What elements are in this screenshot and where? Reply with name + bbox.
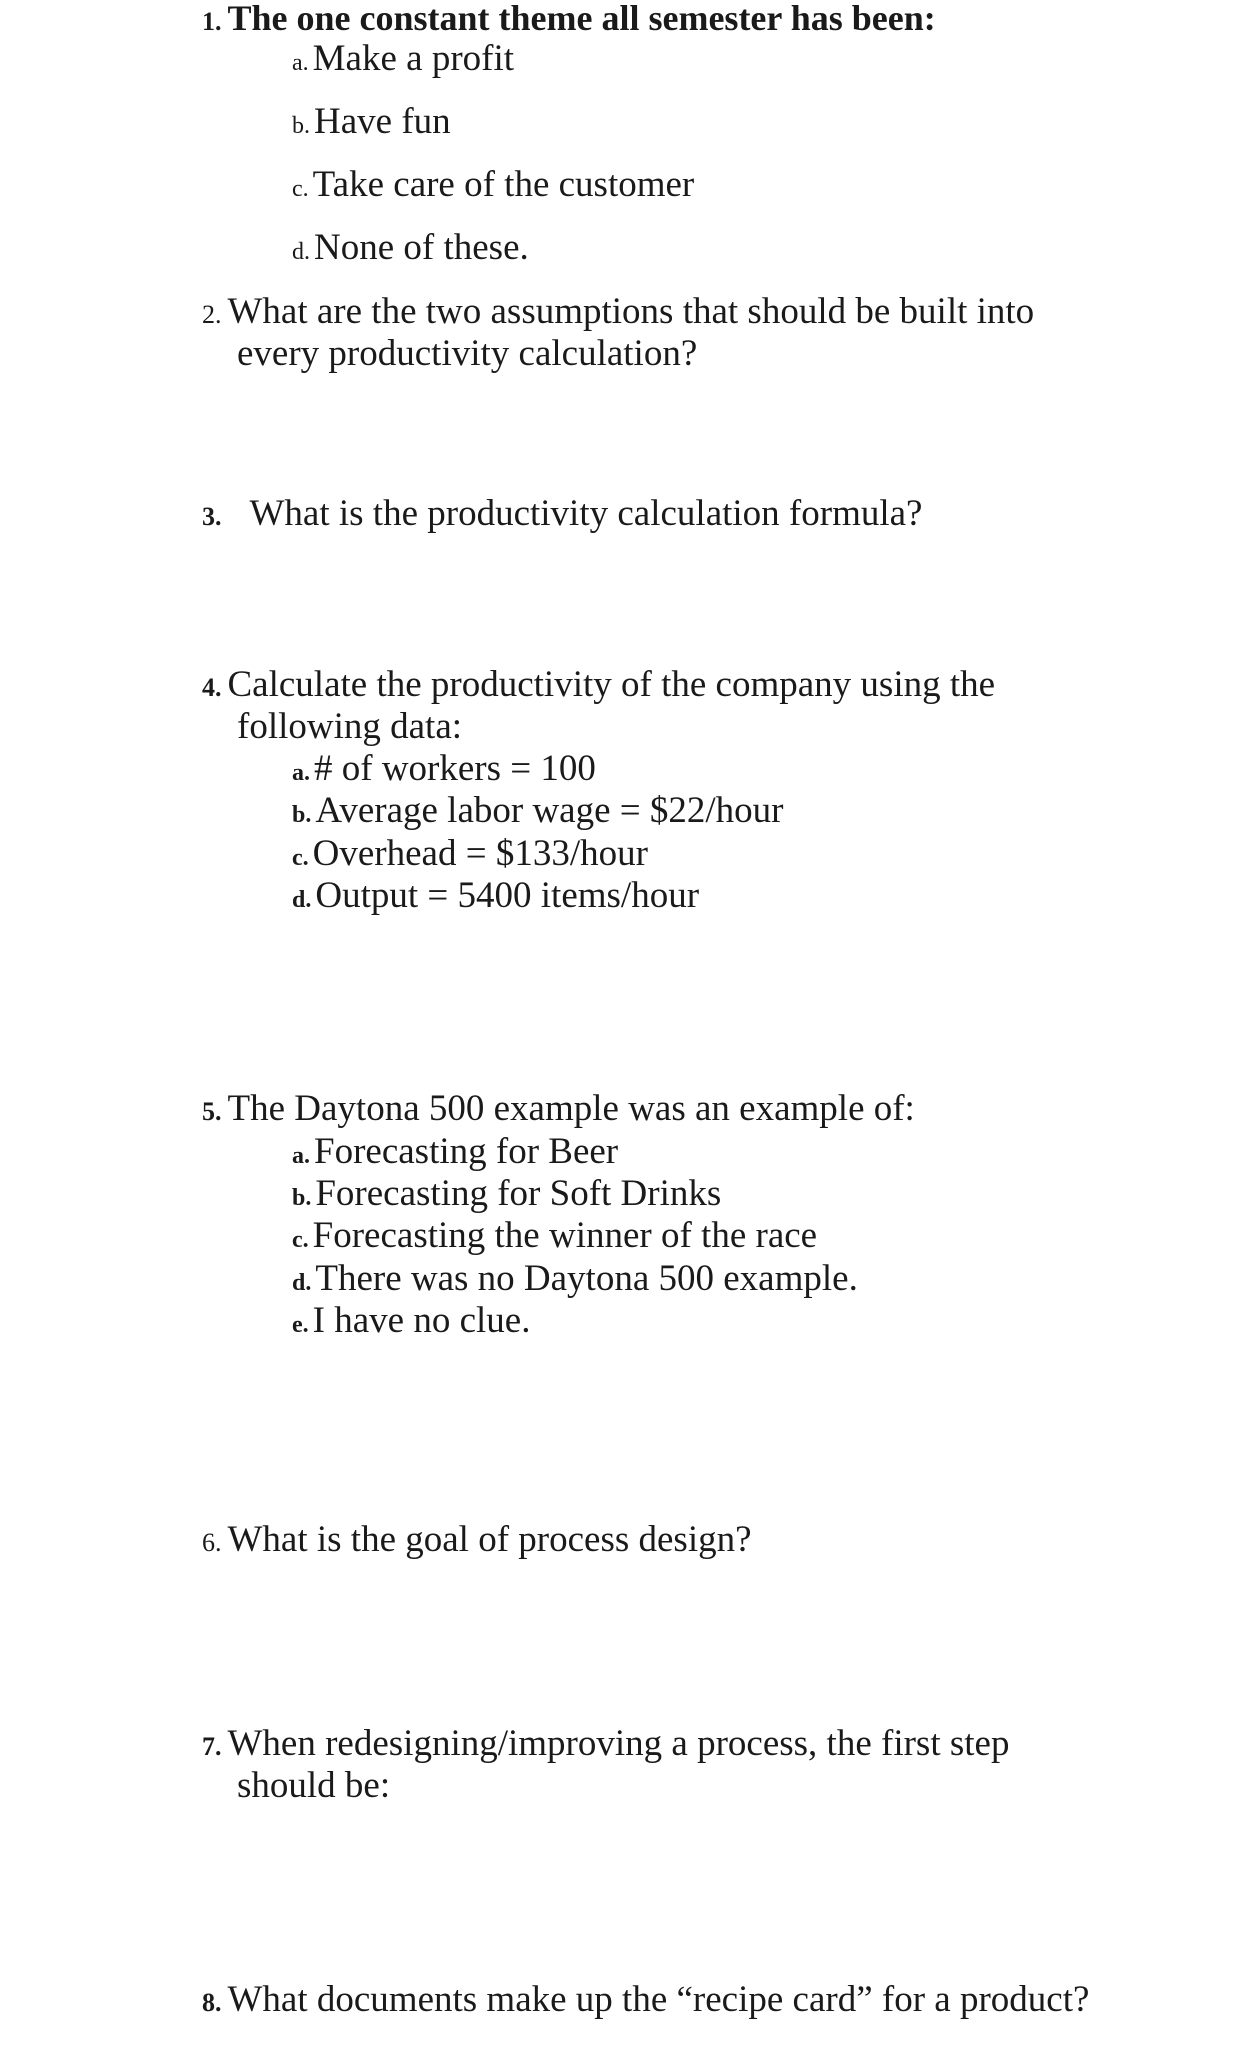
question-text: every productivity calculation? bbox=[237, 333, 698, 374]
question-5 bbox=[202, 1090, 915, 1127]
question-number: 3. bbox=[202, 502, 222, 531]
option-letter: c. bbox=[292, 1227, 309, 1253]
option-5b bbox=[292, 1175, 721, 1212]
option-text: I have no clue. bbox=[312, 1300, 531, 1341]
option-letter: d. bbox=[292, 1270, 312, 1296]
question-number: 4. bbox=[202, 673, 222, 702]
option-5a bbox=[292, 1133, 618, 1170]
option-4c bbox=[292, 835, 648, 872]
option-1a bbox=[292, 40, 514, 77]
question-text: should be: bbox=[237, 1765, 391, 1806]
question-4 bbox=[202, 666, 995, 703]
option-letter: a. bbox=[292, 50, 309, 76]
option-5c bbox=[292, 1217, 817, 1254]
question-2-continued bbox=[237, 335, 697, 372]
question-7-continued bbox=[237, 1767, 390, 1804]
option-letter: b. bbox=[292, 1185, 312, 1211]
option-text: Forecasting for Soft Drinks bbox=[315, 1173, 722, 1214]
question-text: The Daytona 500 example was an example of: bbox=[227, 1088, 915, 1129]
question-text: What documents make up the “recipe card” for a product? bbox=[227, 1979, 1090, 2020]
option-text: Have fun bbox=[314, 101, 451, 142]
option-text: Take care of the customer bbox=[312, 164, 695, 205]
option-letter: a. bbox=[292, 1143, 310, 1169]
option-letter: d. bbox=[292, 239, 310, 265]
option-text: Forecasting the winner of the race bbox=[312, 1215, 818, 1256]
option-letter: c. bbox=[292, 845, 309, 871]
option-1c bbox=[292, 166, 694, 203]
option-text: # of workers = 100 bbox=[314, 748, 596, 789]
question-text: Calculate the productivity of the company using the bbox=[227, 664, 996, 705]
option-4b bbox=[292, 792, 783, 829]
question-6 bbox=[202, 1521, 752, 1558]
option-text: Average labor wage = $22/hour bbox=[315, 790, 784, 831]
option-text: None of these. bbox=[314, 227, 529, 268]
option-1b bbox=[292, 103, 451, 140]
option-letter: b. bbox=[292, 113, 310, 139]
question-text: What is the productivity calculation formula? bbox=[249, 493, 923, 534]
question-number: 2. bbox=[202, 300, 222, 329]
option-letter: c. bbox=[292, 176, 309, 202]
option-text: There was no Daytona 500 example. bbox=[315, 1258, 858, 1299]
question-text: When redesigning/improving a process, the first step bbox=[227, 1723, 1010, 1764]
option-text: Make a profit bbox=[312, 38, 515, 79]
option-text: Output = 5400 items/hour bbox=[315, 875, 700, 916]
question-8 bbox=[202, 1981, 1089, 2018]
option-letter: e. bbox=[292, 1312, 309, 1338]
question-number: 5. bbox=[202, 1097, 222, 1126]
question-1 bbox=[202, 0, 936, 36]
question-text: The one constant theme all semester has been: bbox=[227, 0, 936, 38]
question-text: following data: bbox=[237, 706, 463, 747]
question-number: 6. bbox=[202, 1528, 222, 1557]
question-number: 8. bbox=[202, 1988, 222, 2017]
question-7 bbox=[202, 1725, 1009, 1762]
option-text: Forecasting for Beer bbox=[314, 1131, 619, 1172]
option-4d bbox=[292, 877, 699, 914]
option-letter: a. bbox=[292, 760, 310, 786]
question-number: 7. bbox=[202, 1732, 222, 1761]
option-letter: d. bbox=[292, 887, 312, 913]
option-1d bbox=[292, 229, 529, 266]
question-text: What is the goal of process design? bbox=[227, 1519, 752, 1560]
question-text: What are the two assumptions that should be built into bbox=[227, 291, 1035, 332]
option-letter: b. bbox=[292, 802, 312, 828]
question-2 bbox=[202, 293, 1034, 330]
option-5e bbox=[292, 1302, 530, 1339]
question-number: 1. bbox=[202, 7, 222, 36]
question-3 bbox=[202, 495, 922, 532]
question-4-continued bbox=[237, 708, 462, 745]
option-5d bbox=[292, 1260, 858, 1297]
option-text: Overhead = $133/hour bbox=[312, 833, 648, 874]
option-4a bbox=[292, 750, 596, 787]
